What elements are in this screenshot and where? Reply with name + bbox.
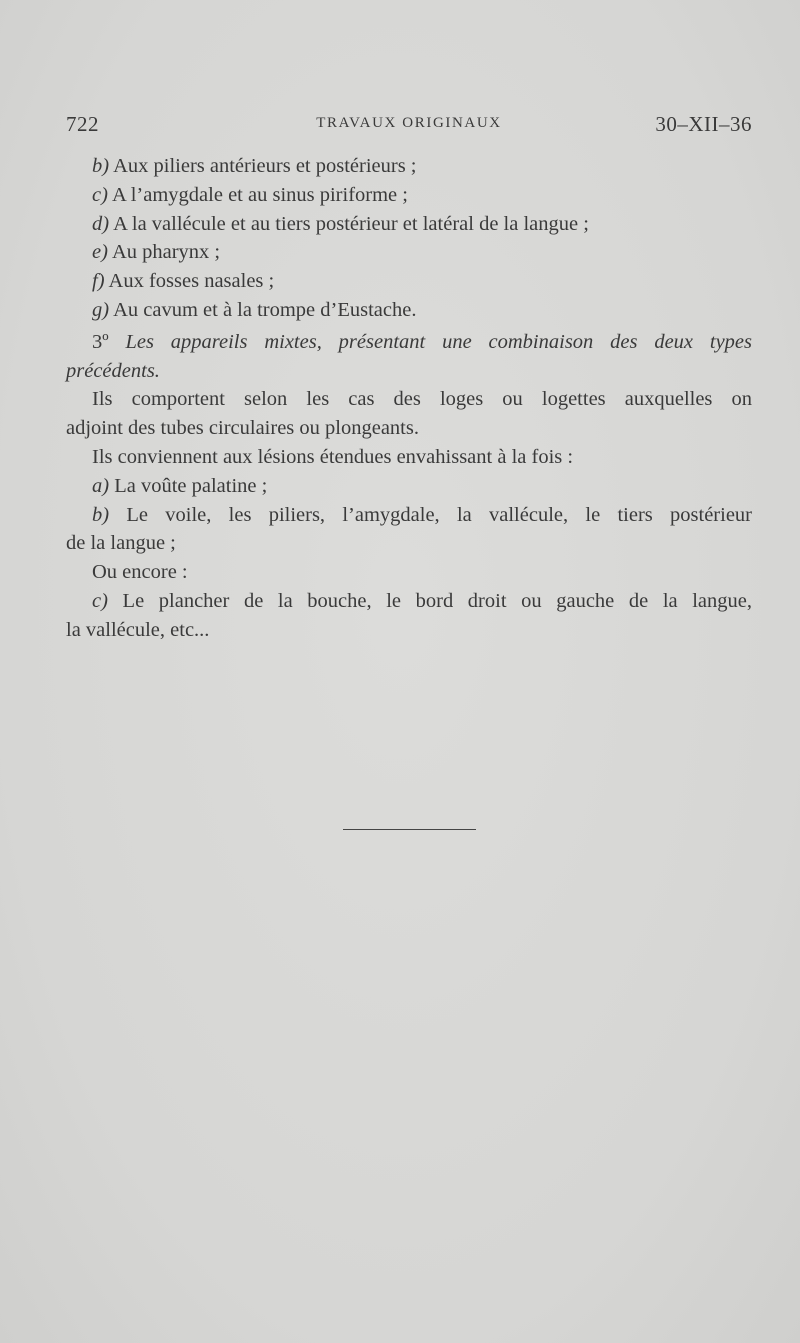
section-number: 3º [92,330,109,353]
list-text: Aux piliers antérieurs et postérieurs ; [113,155,417,177]
list-item [66,296,752,325]
paragraph-line: Ils conviennent aux lésions étendues envahissant à la fois : [92,445,574,468]
section-heading [66,328,752,357]
list-text: La voûte palatine ; [114,474,268,497]
list-text: A la vallécule et au tiers postérieur et latéral de la langue ; [113,212,589,235]
paragraph-line: Ou encore : [92,561,188,584]
list-item [66,472,752,501]
list-item [66,501,752,530]
running-title: TRAVAUX ORIGINAUX [316,115,502,131]
paragraph-line: Ils comportent selon les cas des loges ou logettes auxquelles on [92,388,752,411]
list-item [66,238,752,267]
list-letter: b) [92,155,110,177]
section-title-continued: précédents. [66,359,160,382]
issue-date: 30–XII–36 [655,112,752,136]
list-text: Le plancher de la bouche, le bord droit ou gauche de la langue, [122,589,753,612]
list-item [66,587,752,616]
list-text-continued: de la langue ; [66,532,176,555]
list-text: Au cavum et à la trompe d’Eustache. [113,298,417,321]
list-letter: c) [92,589,108,612]
page-body [66,152,752,645]
list-letter: e) [92,241,108,264]
list-letter: g) [92,298,110,321]
list-letter: b) [92,503,110,526]
list-item [66,181,752,210]
page-number: 722 [66,112,99,136]
list-letter: c) [92,183,108,206]
list-item [66,210,752,239]
list-item [66,152,752,181]
list-text-continued: la vallécule, etc... [66,618,210,641]
list-text: Le voile, les piliers, l’amygdale, la vallécule, le tiers postérieur [126,503,753,526]
list-item [66,267,752,296]
section-title: Les appareils mixtes, présentant une combinaison des deux types [125,330,752,353]
list-letter: a) [92,474,110,497]
paragraph-line: adjoint des tubes circulaires ou plongeants. [66,417,419,440]
list-letter: f) [92,270,105,293]
list-text: A l’amygdale et au sinus piriforme ; [111,183,408,206]
list-letter: d) [92,212,110,235]
list-text: Au pharynx ; [111,241,221,264]
section-end-rule [343,829,476,830]
page-header [66,112,752,138]
list-text: Aux fosses nasales ; [108,270,275,293]
